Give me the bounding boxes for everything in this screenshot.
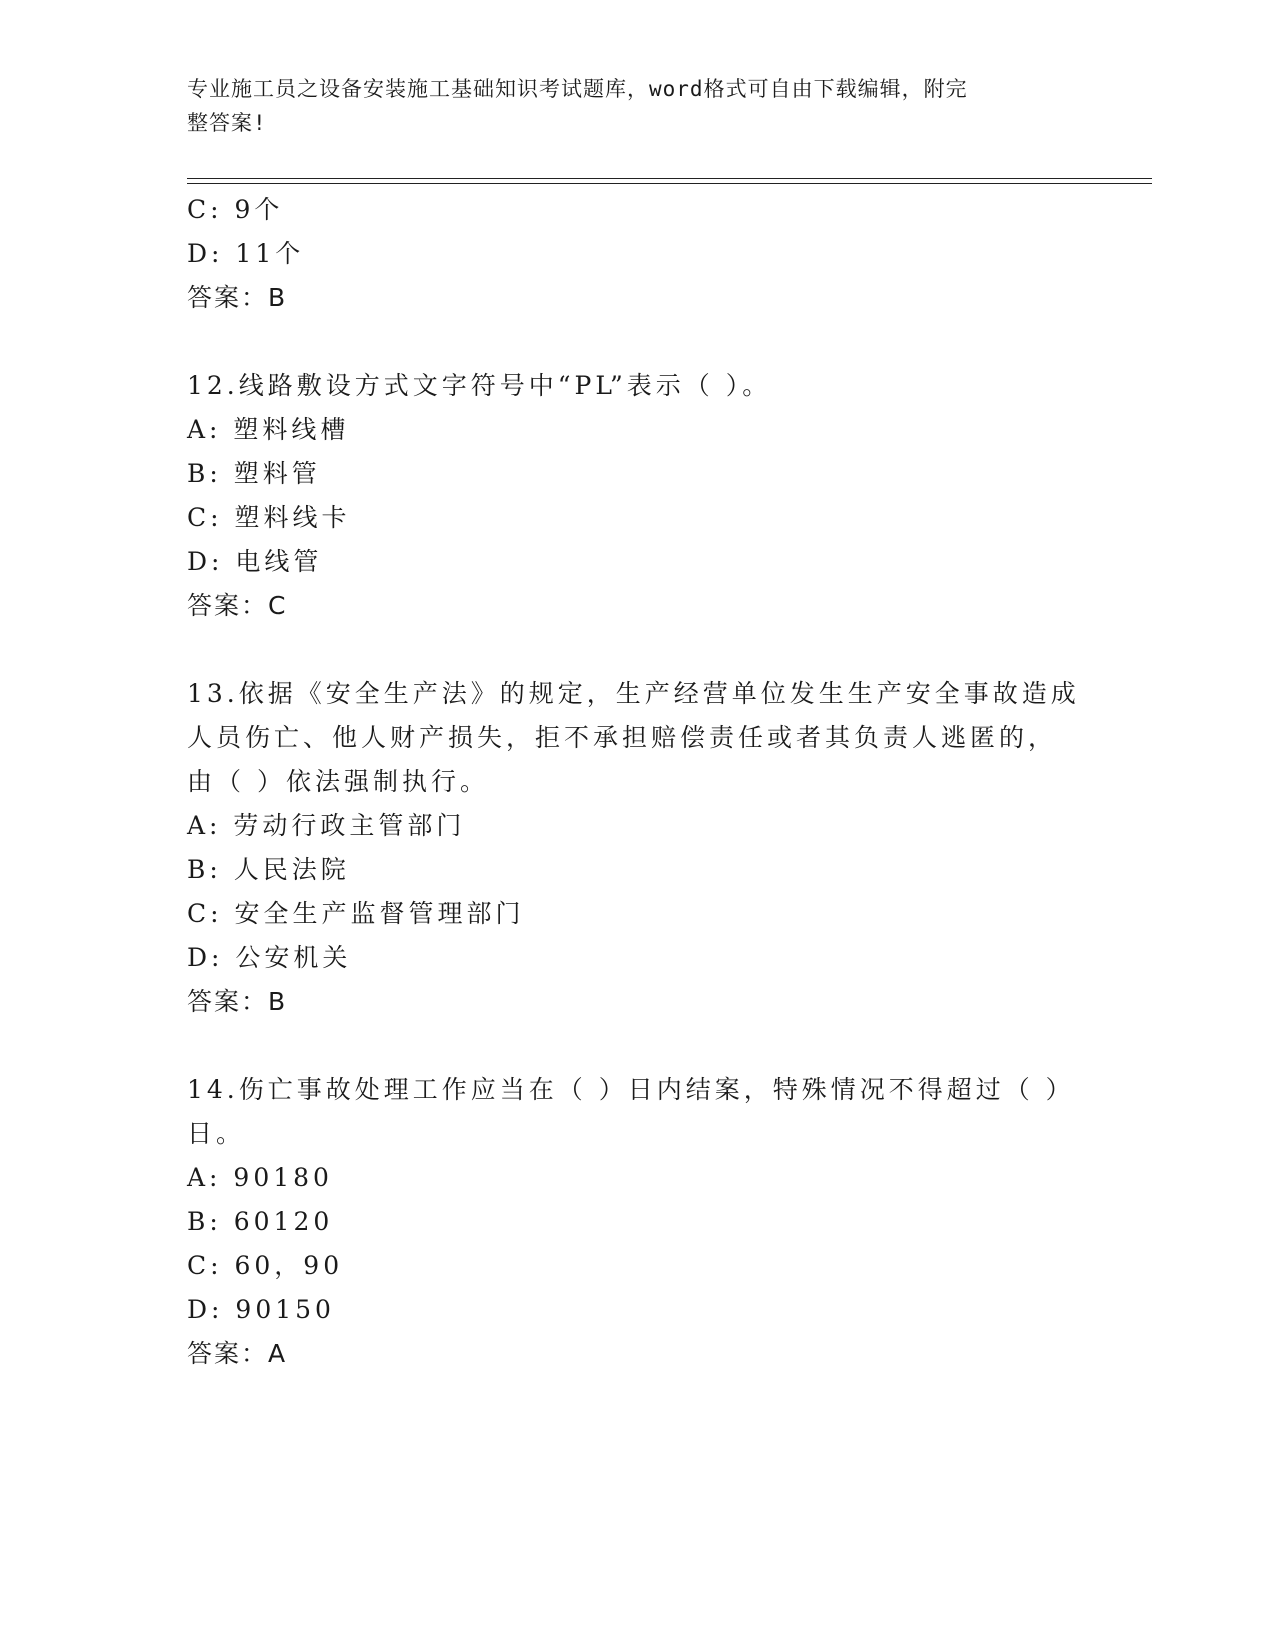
q13-answer: 答案：B: [187, 987, 288, 1016]
q12-stem: 12.线路敷设方式文字符号中“PL”表示（ ）。: [187, 371, 772, 400]
q12-option-a: A: 塑料线槽: [187, 415, 350, 444]
q13-stem-line-2: 人员伤亡、他人财产损失，拒不承担赔偿责任或者其负责人逃匿的，: [187, 723, 1058, 752]
q13-option-b: B: 人民法院: [187, 855, 350, 884]
q13-stem-line-1: 13.依据《安全生产法》的规定，生产经营单位发生生产安全事故造成: [187, 679, 1080, 708]
q14-option-a: A: 90180: [187, 1163, 333, 1192]
q13-stem-line-3: 由（ ）依法强制执行。: [187, 767, 489, 796]
q12-answer: 答案：C: [187, 591, 288, 620]
prev-option-c: C: 9个: [187, 195, 284, 224]
prev-answer: 答案：B: [187, 283, 288, 312]
q12-option-c: C: 塑料线卡: [187, 503, 351, 532]
header-divider-top: [187, 178, 1152, 179]
q14-stem-line-2: 日。: [187, 1119, 246, 1148]
q13-option-c: C: 安全生产监督管理部门: [187, 899, 525, 928]
header-title-line-2: 整答案!: [187, 111, 267, 135]
q14-option-b: B: 60120: [187, 1207, 334, 1236]
q14-answer: 答案：A: [187, 1339, 288, 1368]
q14-stem-line-1: 14.伤亡事故处理工作应当在（ ）日内结案，特殊情况不得超过（ ）: [187, 1075, 1075, 1104]
q12-option-d: D: 电线管: [187, 547, 323, 576]
header-divider-bottom: [187, 183, 1152, 184]
q12-option-b: B: 塑料管: [187, 459, 321, 488]
q13-option-a: A: 劳动行政主管部门: [187, 811, 466, 840]
q14-option-d: D: 90150: [187, 1295, 335, 1324]
document-header: [187, 72, 1067, 140]
prev-option-d: D: 11个: [187, 239, 305, 268]
header-title-line-1: 专业施工员之设备安装施工基础知识考试题库，word格式可自由下载编辑，附完: [187, 77, 968, 101]
q13-option-d: D: 公安机关: [187, 943, 352, 972]
q14-option-c: C: 60，90: [187, 1251, 344, 1280]
